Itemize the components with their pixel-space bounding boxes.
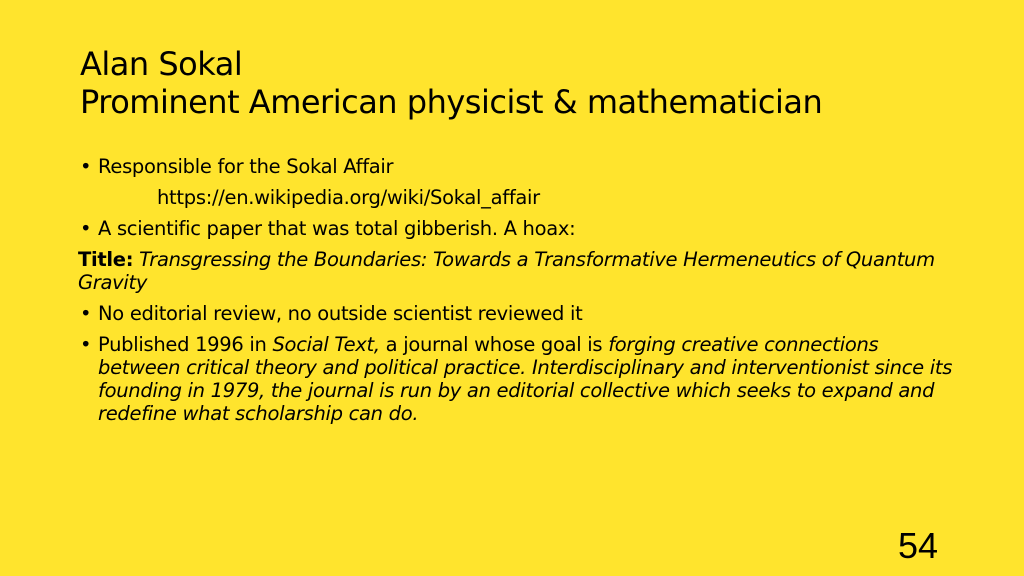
bullet-dot: •	[80, 302, 92, 325]
journal-quote: forging creative connections between critical theory and political practice. Interdisciplinary and interventionist since its founding in 1979, the journal is run by an editorial collective which seeks to expand and redefine what scholarship can do.	[98, 333, 953, 425]
bullet-no-review	[78, 302, 958, 325]
wikipedia-link[interactable]	[78, 186, 958, 209]
bullet-text: Responsible for the Sokal Affair	[98, 155, 394, 178]
paper-title-line	[78, 248, 958, 294]
bullet-prefix: Published 1996 in	[98, 333, 273, 356]
bullet-dot: •	[80, 155, 92, 178]
bullet-published	[78, 333, 958, 425]
page-number: 54	[898, 525, 939, 566]
link-text[interactable]: https://en.wikipedia.org/wiki/Sokal_affair	[157, 186, 540, 209]
slide-title	[80, 45, 980, 121]
paper-title: Transgressing the Boundaries: Towards a Transformative Hermeneutics of Quantum Gravity	[78, 248, 935, 294]
journal-name: Social Text,	[272, 333, 380, 356]
slide-body	[78, 155, 958, 433]
bullet-text: No editorial review, no outside scientist reviewed it	[98, 302, 583, 325]
bullet-dot: •	[80, 333, 92, 356]
bullet-sokal-affair	[78, 155, 958, 178]
bullet-text: A scientific paper that was total gibberish. A hoax:	[98, 217, 576, 240]
title-line-name: Alan Sokal	[80, 45, 243, 83]
title-line-subtitle: Prominent American physicist & mathematician	[80, 83, 823, 121]
title-label: Title:	[78, 248, 134, 271]
bullet-dot: •	[80, 217, 92, 240]
bullet-mid: a journal whose goal is	[379, 333, 609, 356]
bullet-hoax	[78, 217, 958, 240]
